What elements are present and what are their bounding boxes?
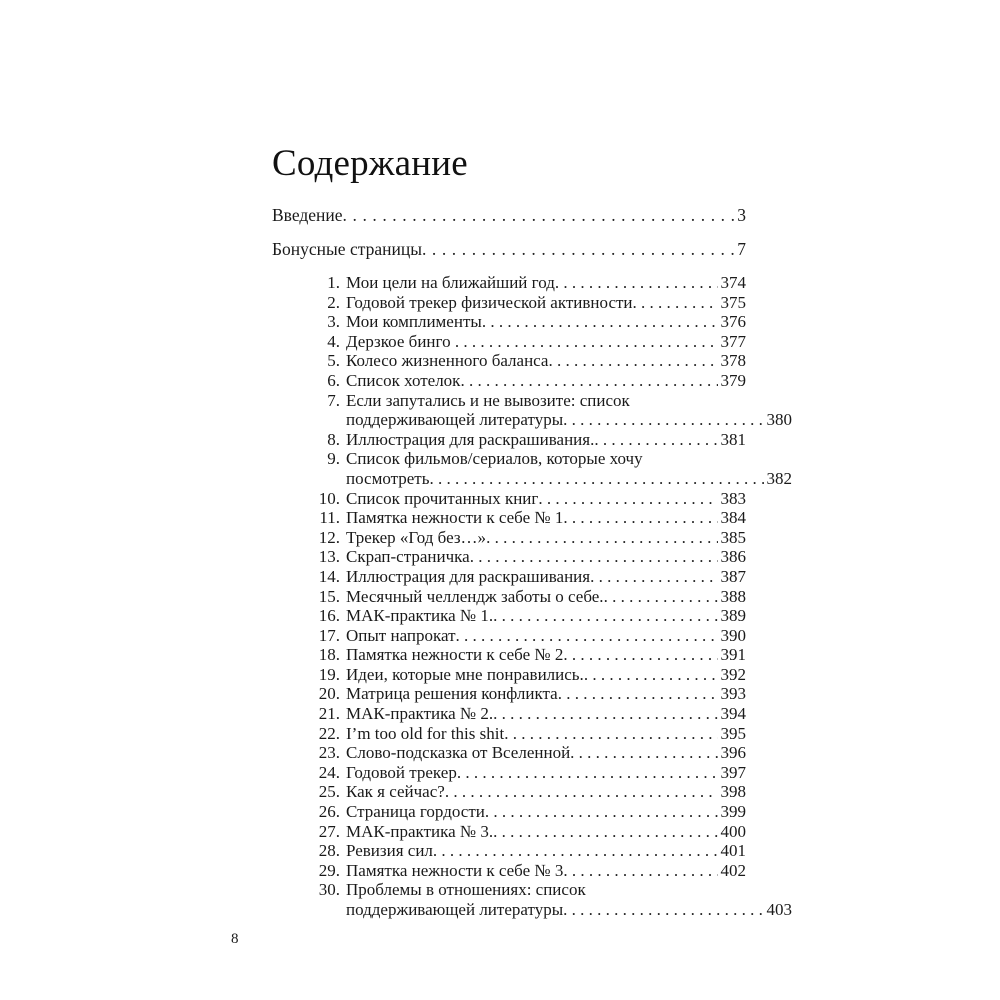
list-item-page: 385 (720, 527, 746, 547)
list-item-number: 18. (318, 645, 340, 665)
list-item-page: 384 (720, 508, 746, 528)
list-item-line (300, 351, 746, 371)
leader-dots (486, 528, 717, 548)
list-item[interactable] (272, 449, 792, 488)
list-item-content (346, 763, 746, 783)
list-item-line (300, 547, 746, 567)
list-item[interactable] (272, 489, 746, 509)
list-item-label: Мои комплименты (346, 312, 482, 332)
list-item-page: 399 (720, 802, 746, 822)
list-item-line (300, 704, 746, 724)
leader-dots (538, 489, 717, 509)
list-item-content (346, 645, 746, 665)
list-item-label: Годовой трекер (346, 762, 457, 782)
list-item[interactable] (272, 508, 746, 528)
leader-dots (563, 861, 717, 881)
list-item-line-continued (300, 410, 792, 430)
leader-dots (563, 900, 763, 920)
list-item-content (346, 684, 746, 704)
list-item-label: Дерзкое бинго (346, 331, 455, 351)
list-item[interactable] (272, 626, 746, 646)
list-item[interactable] (272, 802, 746, 822)
toc-entry-page: 7 (737, 239, 746, 259)
list-item-content (346, 822, 746, 842)
list-item-number: 2. (327, 292, 340, 312)
list-item-page: 374 (720, 273, 746, 292)
list-item-number: 12. (318, 527, 340, 547)
list-item[interactable] (272, 841, 746, 861)
list-item-label: Матрица решения конфликта (346, 684, 558, 704)
list-item-label: Скрап-страничка (346, 547, 470, 567)
list-item-line (300, 430, 746, 450)
list-item-content (346, 489, 746, 509)
list-item-label: Годовой трекер физической активности (346, 292, 633, 312)
list-item-label: Памятка нежности к себе № 3 (346, 860, 564, 880)
list-item-line (300, 606, 746, 626)
list-item-number: 3. (327, 312, 340, 332)
leader-dots (433, 841, 718, 861)
leader-dots (485, 802, 718, 822)
list-item-label-continued: поддерживающей литературы (346, 410, 564, 430)
list-item-number: 26. (318, 802, 340, 822)
list-item-number: 7. (327, 390, 340, 410)
list-item-number: 25. (318, 782, 340, 802)
leader-dots (563, 410, 763, 430)
list-item-label-continued: посмотреть (346, 468, 430, 488)
list-item-number: 4. (327, 331, 340, 351)
list-item-label: Если запутались и не вывозите: список (346, 390, 630, 410)
list-item-line (300, 273, 746, 293)
list-item-content (346, 782, 746, 802)
list-item-line (300, 743, 746, 763)
leader-dots (548, 351, 717, 371)
list-item[interactable] (272, 704, 746, 724)
list-item-content (346, 528, 746, 548)
leader-dots (570, 743, 717, 763)
list-item-content (346, 626, 746, 646)
list-item[interactable] (272, 567, 746, 587)
list-item-label: Слово-подсказка от Вселенной (346, 743, 571, 763)
list-item-label: Иллюстрация для раскрашивания. (346, 429, 595, 449)
list-item-label-continued: поддерживающей литературы (346, 900, 564, 919)
list-item-line (300, 802, 746, 822)
leader-dots (493, 704, 717, 724)
list-item[interactable] (272, 332, 746, 352)
list-item-page: 396 (720, 743, 746, 763)
leader-dots (456, 626, 718, 646)
list-item-page: 398 (720, 782, 746, 802)
leader-dots (594, 430, 717, 450)
list-item-page: 380 (766, 410, 792, 430)
list-item-page: 379 (720, 370, 746, 390)
leader-dots (633, 293, 718, 313)
list-item-content (346, 273, 746, 293)
list-item-label: Как я сейчас? (346, 782, 445, 802)
list-item[interactable] (272, 351, 746, 371)
list-item-content (346, 841, 746, 861)
list-item-number: 29. (318, 860, 340, 880)
list-item-content (346, 704, 746, 724)
list-item-content (346, 391, 746, 411)
list-item-page: 375 (720, 292, 746, 312)
leader-dots (504, 724, 717, 744)
leader-dots (563, 645, 717, 665)
toc-entry-introduction[interactable] (272, 205, 746, 226)
list-item-content (346, 567, 746, 587)
list-item-label: Памятка нежности к себе № 1 (346, 508, 564, 528)
list-item-number: 6. (327, 370, 340, 390)
list-item-content (346, 508, 746, 528)
list-item-number: 8. (327, 429, 340, 449)
list-item-number: 14. (318, 566, 340, 586)
list-item[interactable] (272, 547, 746, 567)
list-item-label: Страница гордости (346, 802, 485, 822)
list-item[interactable] (272, 861, 746, 881)
list-item-label: Колесо жизненного баланса (346, 351, 549, 371)
leader-dots (455, 332, 718, 352)
toplevel-entries (272, 205, 746, 260)
bonus-pages-list (272, 273, 792, 920)
leader-dots (422, 239, 737, 260)
list-item-content (346, 665, 746, 685)
leader-dots (457, 763, 718, 783)
list-item-number: 11. (319, 508, 340, 528)
list-item-number: 21. (318, 704, 340, 724)
list-item-line (300, 782, 746, 802)
list-item-label: Трекер «Год без…» (346, 527, 487, 547)
list-item[interactable] (272, 645, 746, 665)
list-item[interactable] (272, 763, 746, 783)
list-item-content (346, 312, 746, 332)
toc-entry-bonus-pages[interactable] (272, 239, 746, 260)
list-item-line (300, 861, 746, 881)
list-item-line (300, 312, 746, 332)
list-item-page: 402 (720, 860, 746, 880)
leader-dots (460, 371, 717, 391)
list-item[interactable] (272, 273, 746, 293)
leader-dots (470, 547, 718, 567)
list-item[interactable] (272, 606, 746, 626)
list-item-page: 403 (766, 900, 792, 919)
list-item-page: 400 (720, 821, 746, 841)
list-item-content (346, 606, 746, 626)
list-item-label: Список прочитанных книг (346, 488, 539, 508)
list-item-page: 383 (720, 488, 746, 508)
list-item-number: 15. (318, 586, 340, 606)
list-item-line (300, 371, 746, 391)
list-item-line (300, 626, 746, 646)
list-item-line (300, 880, 746, 900)
list-item-page: 386 (720, 547, 746, 567)
list-item-content (346, 802, 746, 822)
list-item[interactable] (272, 528, 746, 548)
list-item-label: Мои цели на ближайший год (346, 273, 555, 292)
toc-entry-page: 3 (737, 205, 746, 225)
list-item-content (346, 430, 746, 450)
list-item-page: 397 (720, 762, 746, 782)
list-item-content (346, 293, 746, 313)
list-item-content (346, 587, 746, 607)
list-item-page: 376 (720, 312, 746, 332)
list-item-label: Проблемы в отношениях: список (346, 880, 586, 900)
toc-entry-label: Бонусные страницы (272, 239, 422, 259)
list-item-line-continued (300, 900, 792, 920)
leader-dots (558, 684, 718, 704)
list-item-line-continued (300, 469, 792, 489)
list-item-line (300, 528, 746, 548)
list-item-number: 27. (318, 821, 340, 841)
list-item-page: 378 (720, 351, 746, 371)
list-item-number: 24. (318, 762, 340, 782)
list-item-number: 30. (318, 880, 340, 900)
list-item-number: 23. (318, 743, 340, 763)
list-item[interactable] (272, 665, 746, 685)
list-item-label: Месячный челлендж заботы о себе. (346, 586, 604, 606)
list-item-label: МАК-практика № 3. (346, 821, 494, 841)
list-item-line (300, 684, 746, 704)
list-item-line (300, 763, 746, 783)
list-item-line (300, 841, 746, 861)
list-item-page: 395 (720, 723, 746, 743)
list-item-label: Список хотелок (346, 370, 461, 390)
leader-dots (604, 587, 718, 607)
page-title: Содержание (272, 142, 468, 184)
list-item[interactable] (272, 390, 792, 430)
list-item-line (300, 645, 746, 665)
table-of-contents (272, 205, 792, 920)
list-item-content (346, 332, 746, 352)
list-item-number: 19. (318, 664, 340, 684)
list-item-page: 381 (720, 429, 746, 449)
list-item-label: МАК-практика № 1. (346, 606, 494, 626)
list-item-line (300, 449, 746, 469)
leader-dots (429, 469, 763, 489)
list-item[interactable] (272, 684, 746, 704)
list-item-page: 392 (720, 664, 746, 684)
toc-entry-label: Введение (272, 205, 343, 225)
list-item-content (346, 547, 746, 567)
list-item[interactable] (272, 587, 746, 607)
list-item-line (300, 567, 746, 587)
list-item-content (346, 861, 746, 881)
list-item-line (300, 293, 746, 313)
list-item-page: 377 (720, 331, 746, 351)
list-item-label: Ревизия сил (346, 841, 433, 861)
list-item[interactable] (272, 293, 746, 313)
list-item[interactable] (272, 724, 746, 744)
list-item[interactable] (272, 880, 792, 919)
list-item-content (346, 351, 746, 371)
leader-dots (563, 508, 717, 528)
list-item-line (300, 724, 746, 744)
list-item-number: 1. (327, 273, 340, 292)
list-item-number: 9. (327, 449, 340, 469)
list-item-line (300, 665, 746, 685)
list-item[interactable] (272, 822, 746, 842)
list-item-content (346, 371, 746, 391)
list-item[interactable] (272, 782, 746, 802)
leader-dots (590, 567, 717, 587)
list-item-page: 393 (720, 684, 746, 704)
list-item[interactable] (272, 743, 746, 763)
list-item-label: Памятка нежности к себе № 2 (346, 645, 564, 665)
list-item-label: МАК-практика № 2. (346, 704, 494, 724)
leader-dots (482, 312, 718, 332)
list-item-content (346, 743, 746, 763)
list-item-page: 401 (720, 841, 746, 861)
leader-dots (555, 273, 718, 293)
leader-dots (584, 665, 718, 685)
list-item-line (300, 587, 746, 607)
list-item-line (300, 489, 746, 509)
list-item-content (346, 724, 746, 744)
list-item-number: 20. (318, 684, 340, 704)
list-item-number: 5. (327, 351, 340, 371)
list-item-page: 387 (720, 566, 746, 586)
list-item-line (300, 332, 746, 352)
list-item[interactable] (272, 430, 746, 450)
leader-dots (493, 606, 717, 626)
list-item-label: I’m too old for this shit (346, 723, 505, 743)
list-item-label: Опыт напрокат (346, 625, 456, 645)
list-item-number: 28. (318, 841, 340, 861)
leader-dots (445, 782, 718, 802)
list-item-number: 13. (318, 547, 340, 567)
leader-dots (493, 822, 717, 842)
list-item-label: Идеи, которые мне понравились. (346, 664, 584, 684)
list-item-content (346, 449, 746, 469)
leader-dots (343, 205, 738, 226)
list-item[interactable] (272, 312, 746, 332)
list-item-page: 391 (720, 645, 746, 665)
list-item-label: Иллюстрация для раскрашивания (346, 566, 591, 586)
page-number: 8 (231, 931, 239, 947)
list-item-page: 389 (720, 606, 746, 626)
list-item-line (300, 391, 746, 411)
list-item-page: 394 (720, 704, 746, 724)
list-item-number: 22. (318, 723, 340, 743)
list-item-number: 17. (318, 625, 340, 645)
list-item[interactable] (272, 371, 746, 391)
list-item-line (300, 822, 746, 842)
list-item-label: Список фильмов/сериалов, которые хочу (346, 449, 643, 469)
list-item-page: 382 (766, 468, 792, 488)
list-item-page: 390 (720, 625, 746, 645)
list-item-line (300, 508, 746, 528)
list-item-page: 388 (720, 586, 746, 606)
list-item-number: 10. (318, 488, 340, 508)
list-item-content (346, 880, 746, 900)
list-item-number: 16. (318, 606, 340, 626)
